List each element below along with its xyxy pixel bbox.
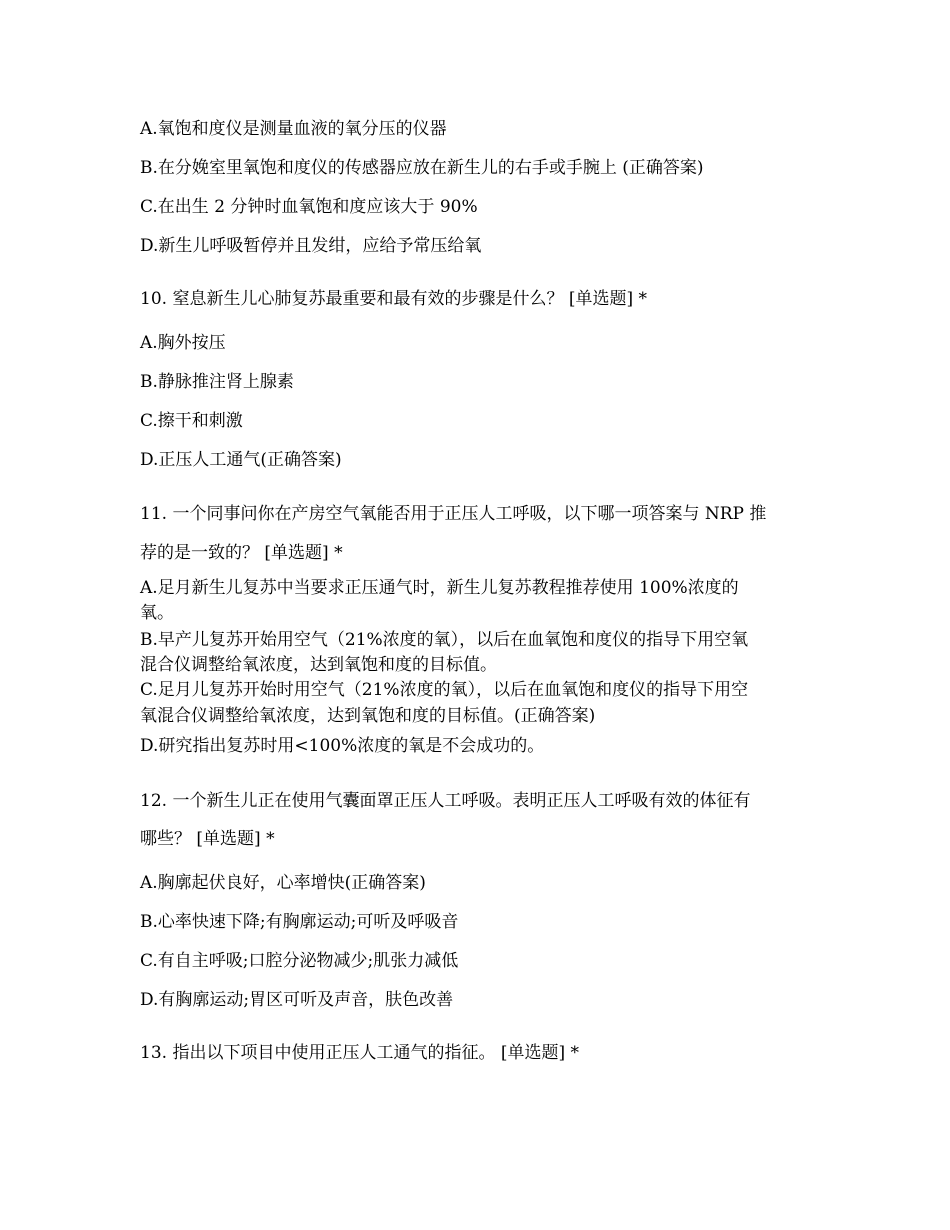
q10-option-a[interactable]: A.胸外按压	[140, 333, 226, 353]
q10-question: 10. 窒息新生儿心肺复苏最重要和最有效的步骤是什么？ [单选题] *	[140, 289, 648, 309]
q11-option-d[interactable]: D.研究指出复苏时用<100%浓度的氧是不会成功的。	[140, 736, 545, 756]
q12-option-a[interactable]: A.胸廓起伏良好，心率增快(正确答案)	[140, 873, 426, 893]
q11-option-b-line-1[interactable]: B.早产儿复苏开始用空气（21%浓度的氧），以后在血氧饱和度仪的指导下用空氧	[140, 630, 749, 650]
q10-option-d[interactable]: D.正压人工通气(正确答案)	[140, 450, 342, 470]
q9-option-c[interactable]: C.在出生 2 分钟时血氧饱和度应该大于 90%	[140, 197, 478, 217]
q12-question-line-2: 哪些？ [单选题] *	[140, 829, 275, 849]
q12-question-line-1: 12. 一个新生儿正在使用气囊面罩正压人工呼吸。表明正压人工呼吸有效的体征有	[140, 791, 751, 811]
q11-option-b-line-2[interactable]: 混合仪调整给氧浓度，达到氧饱和度的目标值。	[140, 655, 497, 675]
q11-option-c-line-2[interactable]: 氧混合仪调整给氧浓度，达到氧饱和度的目标值。(正确答案)	[140, 706, 596, 726]
q9-option-a[interactable]: A.氧饱和度仪是测量血液的氧分压的仪器	[140, 119, 447, 139]
q11-question-line-2: 荐的是一致的？ [单选题] *	[140, 543, 343, 563]
q9-option-d[interactable]: D.新生儿呼吸暂停并且发绀，应给予常压给氧	[140, 236, 482, 256]
q10-option-b[interactable]: B.静脉推注肾上腺素	[140, 372, 294, 392]
q11-option-c-line-1[interactable]: C.足月儿复苏开始时用空气（21%浓度的氧），以后在血氧饱和度仪的指导下用空	[140, 680, 749, 700]
q13-question: 13. 指出以下项目中使用正压人工通气的指征。 [单选题] *	[140, 1043, 580, 1063]
q12-option-c[interactable]: C.有自主呼吸;口腔分泌物减少;肌张力减低	[140, 951, 459, 971]
q12-option-d[interactable]: D.有胸廓运动;胃区可听及声音，肤色改善	[140, 990, 454, 1010]
q11-option-a-line-1[interactable]: A.足月新生儿复苏中当要求正压通气时，新生儿复苏教程推荐使用 100%浓度的	[140, 578, 739, 598]
q9-option-b[interactable]: B.在分娩室里氧饱和度仪的传感器应放在新生儿的右手或手腕上 (正确答案)	[140, 158, 704, 178]
q12-option-b[interactable]: B.心率快速下降;有胸廓运动;可听及呼吸音	[140, 912, 459, 932]
q11-question-line-1: 11. 一个同事问你在产房空气氧能否用于正压人工呼吸，以下哪一项答案与 NRP 推	[140, 504, 767, 524]
q10-option-c[interactable]: C.擦干和刺激	[140, 411, 243, 431]
q11-option-a-line-2[interactable]: 氧。	[140, 603, 174, 623]
